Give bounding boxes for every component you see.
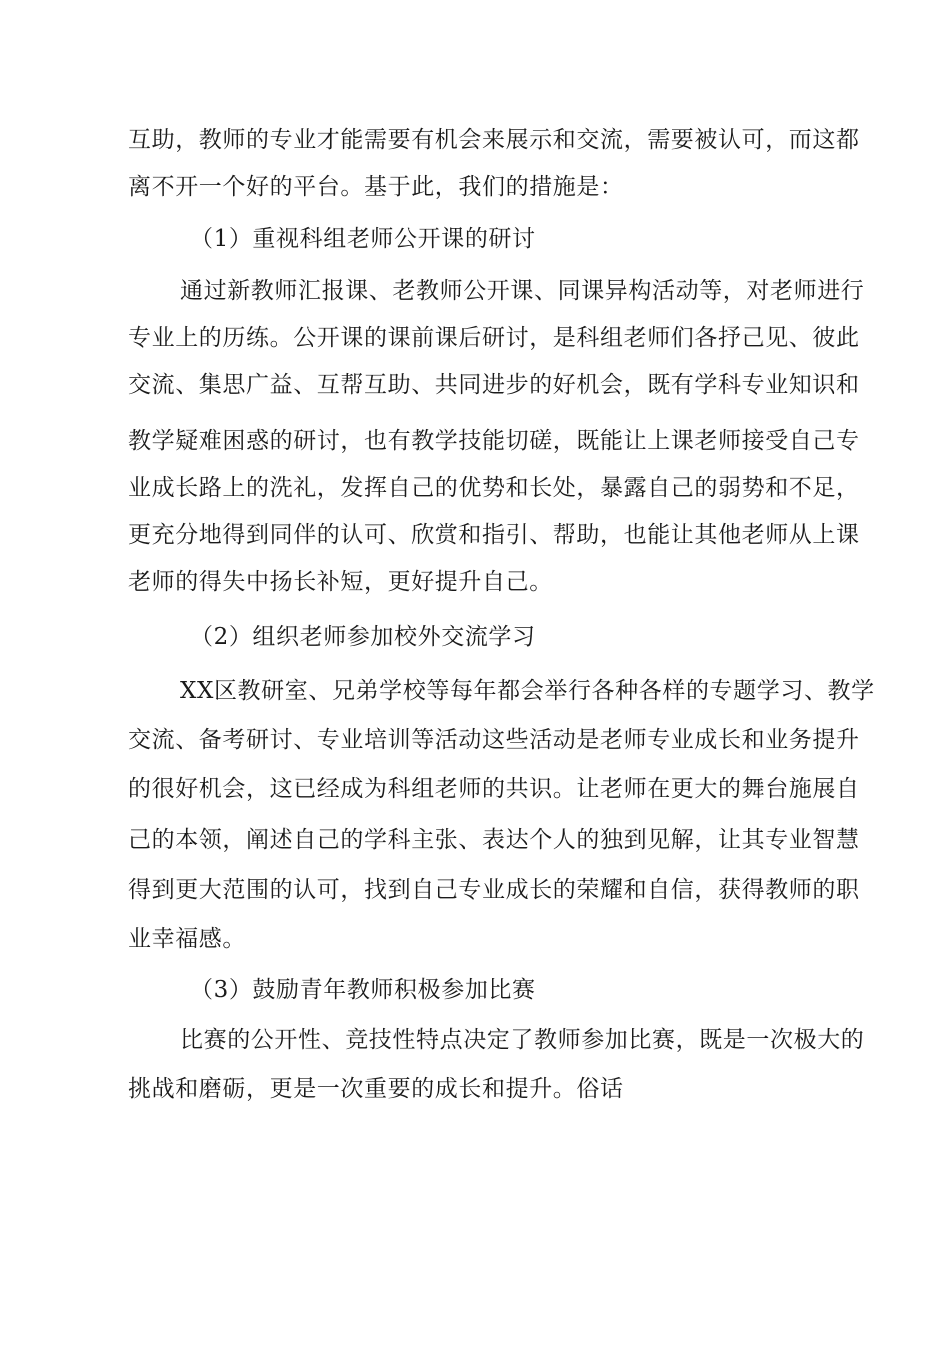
paragraph-line: 教学疑难困惑的研讨，也有教学技能切磋，既能让上课老师接受自己专 bbox=[128, 428, 860, 454]
paragraph-line: 互助，教师的专业才能需要有机会来展示和交流，需要被认可，而这都 bbox=[128, 127, 860, 153]
paragraph-line: 专业上的历练。公开课的课前课后研讨，是科组老师们各抒己见、彼此 bbox=[128, 325, 860, 351]
paragraph-line: 业幸福感。 bbox=[128, 926, 246, 952]
paragraph-line: 己的本领，阐述自己的学科主张、表达个人的独到见解，让其专业智慧 bbox=[128, 827, 860, 853]
paragraph-line: 老师的得失中扬长补短，更好提升自己。 bbox=[128, 569, 553, 595]
paragraph-line: XX区教研室、兄弟学校等每年都会举行各种各样的专题学习、教学 bbox=[180, 678, 875, 704]
paragraph-line: 得到更大范围的认可，找到自己专业成长的荣耀和自信，获得教师的职 bbox=[128, 877, 860, 903]
paragraph-line: 通过新教师汇报课、老教师公开课、同课异构活动等，对老师进行 bbox=[180, 278, 865, 304]
paragraph-line: 更充分地得到同伴的认可、欣赏和指引、帮助，也能让其他老师从上课 bbox=[128, 522, 860, 548]
paragraph-line: 业成长路上的洗礼，发挥自己的优势和长处，暴露自己的弱势和不足， bbox=[128, 475, 860, 501]
paragraph-line: 的很好机会，这已经成为科组老师的共识。让老师在更大的舞台施展自 bbox=[128, 776, 860, 802]
paragraph-line: 比赛的公开性、竞技性特点决定了教师参加比赛，既是一次极大的 bbox=[180, 1027, 865, 1053]
section-heading-1: （1）重视科组老师公开课的研讨 bbox=[190, 226, 536, 252]
paragraph-line: 交流、集思广益、互帮互助、共同进步的好机会，既有学科专业知识和 bbox=[128, 372, 860, 398]
paragraph-line: 交流、备考研讨、专业培训等活动这些活动是老师专业成长和业务提升 bbox=[128, 727, 860, 753]
section-heading-3: （3）鼓励青年教师积极参加比赛 bbox=[190, 977, 536, 1003]
paragraph-line: 挑战和磨砺，更是一次重要的成长和提升。俗话 bbox=[128, 1076, 624, 1102]
paragraph-line: 离不开一个好的平台。基于此，我们的措施是： bbox=[128, 174, 624, 200]
section-heading-2: （2）组织老师参加校外交流学习 bbox=[190, 624, 536, 650]
